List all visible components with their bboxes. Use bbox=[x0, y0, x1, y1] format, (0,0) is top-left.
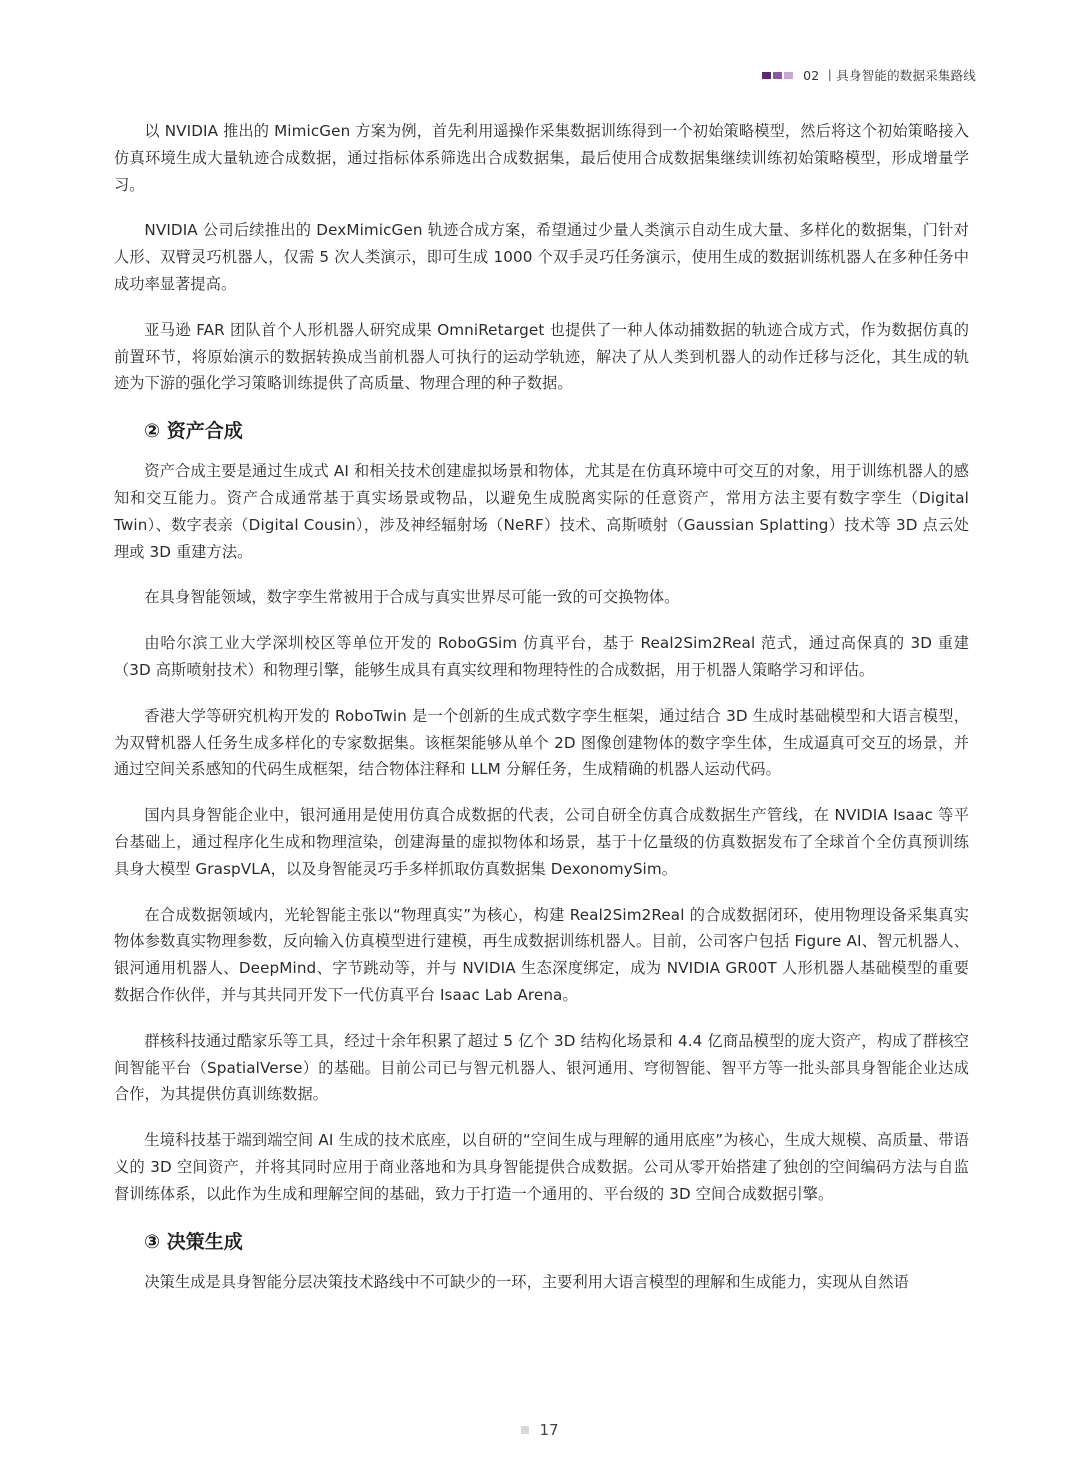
footer-decoration bbox=[521, 1426, 529, 1434]
page-footer bbox=[0, 1421, 1080, 1439]
paragraph: 资产合成主要是通过生成式 AI 和相关技术创建虚拟场景和物体，尤其是在仿真环境中可交互的对象，用于训练机器人的感知和交互能力。资产合成通常基于真实场景或物品，以避免生成脱离实际的任意资产，常用方法主要有数字孪生（Digital Twin）、数字表亲（Digital Cousin），涉及神经辐射场（NeRF）技术、高斯喷射（Gaussian Splatting）技术等 3D 点云处理或 3D 重建方法。 bbox=[114, 462, 969, 561]
paragraph: NVIDIA 公司后续推出的 DexMimicGen 轨迹合成方案，希望通过少量人类演示自动生成大量、多样化的数据集，门针对人形、双臂灵巧机器人，仅需 5 次人类演示，即可生成 1000 个双手灵巧任务演示，使用生成的数据训练机器人在多种任务中成功率显著提高。 bbox=[114, 221, 969, 293]
page-content bbox=[114, 118, 969, 1314]
paragraph: 决策生成是具身智能分层决策技术路线中不可缺少的一环，主要利用大语言模型的理解和生成能力，实现从自然语 bbox=[144, 1272, 909, 1291]
header-square-3 bbox=[784, 72, 793, 79]
header-square-1 bbox=[762, 72, 771, 79]
paragraph: 国内具身智能企业中，银河通用是使用仿真合成数据的代表，公司自研全仿真合成数据生产管线，在 NVIDIA Isaac 等平台基础上，通过程序化生成和物理渲染，创建海量的虚拟物体和场景，基于十亿量级的仿真数据发布了全球首个全仿真预训练具身大模型 GraspVLA，以及身智能灵巧手多样抓取仿真数据集 DexonomySim。 bbox=[114, 806, 969, 878]
header-square-2 bbox=[773, 72, 782, 79]
page-number: 17 bbox=[539, 1421, 559, 1439]
paragraph: 群核科技通过酷家乐等工具，经过十余年积累了超过 5 亿个 3D 结构化场景和 4.4 亿商品模型的庞大资产，构成了群核空间智能平台（SpatialVerse）的基础。目前公司已与智元机器人、银河通用、穹彻智能、智平方等一批头部具身智能企业达成合作，为其提供仿真训练数据。 bbox=[114, 1031, 969, 1104]
paragraph: 在具身智能领域，数字孪生常被用于合成与真实世界尽可能一致的可交换物体。 bbox=[144, 588, 680, 607]
header-decoration bbox=[762, 72, 793, 79]
section-heading-asset-synthesis: ② 资产合成 bbox=[144, 420, 243, 443]
paragraph: 由哈尔滨工业大学深圳校区等单位开发的 RoboGSim 仿真平台，基于 Real2Sim2Real 范式，通过高保真的 3D 重建（3D 高斯喷射技术）和物理引擎，能够生成具有真实纹理和物理特性的合成数据，用于机器人策略学习和评估。 bbox=[114, 634, 969, 679]
paragraph: 亚马逊 FAR 团队首个人形机器人研究成果 OmniRetarget 也提供了一种人体动捕数据的轨迹合成方式，作为数据仿真的前置环节，将原始演示的数据转换成当前机器人可执行的运动学轨迹，解决了从人类到机器人的动作迁移与泛化，其生成的轨迹为下游的强化学习策略训练提供了高质量、物理合理的种子数据。 bbox=[114, 320, 969, 393]
page-header bbox=[762, 66, 976, 84]
paragraph: 香港大学等研究机构开发的 RoboTwin 是一个创新的生成式数字孪生框架，通过结合 3D 生成时基础模型和大语言模型，为双臂机器人任务生成多样化的专家数据集。该框架能够从单个 2D 图像创建物体的数字孪生体，生成逼真可交互的场景，并通过空间关系感知的代码生成框架，结合物体注释和 LLM 分解任务，生成精确的机器人运动代码。 bbox=[114, 706, 969, 779]
paragraph: 以 NVIDIA 推出的 MimicGen 方案为例，首先利用遥操作采集数据训练得到一个初始策略模型，然后将这个初始策略接入仿真环境生成大量轨迹合成数据，通过指标体系筛选出合成数据集，最后使用合成数据集继续训练初始策略模型，形成增量学习。 bbox=[114, 122, 969, 194]
paragraph: 生境科技基于端到端空间 AI 生成的技术底座，以自研的“空间生成与理解的通用底座”为核心，生成大规模、高质量、带语义的 3D 空间资产，并将其同时应用于商业落地和为具身智能提供合成数据。公司从零开始搭建了独创的空间编码方法与自监督训练体系，以此作为生成和理解空间的基础，致力于打造一个通用的、平台级的 3D 空间合成数据引擎。 bbox=[114, 1131, 969, 1203]
paragraph: 在合成数据领域内，光轮智能主张以“物理真实”为核心，构建 Real2Sim2Real 的合成数据闭环，使用物理设备采集真实物体参数真实物理参数，反向输入仿真模型进行建模，再生成数据训练机器人。目前，公司客户包括 Figure AI、智元机器人、银河通用机器人、DeepMind、字节跳动等，并与 NVIDIA 生态深度绑定，成为 NVIDIA GR00T 人形机器人基础模型的重要数据合作伙伴，并与其共同开发下一代仿真平台 Isaac Lab Arena。 bbox=[114, 905, 969, 1004]
section-heading-decision-generation: ③ 决策生成 bbox=[144, 1230, 243, 1253]
header-section-label: 02 丨具身智能的数据采集路线 bbox=[803, 68, 976, 83]
